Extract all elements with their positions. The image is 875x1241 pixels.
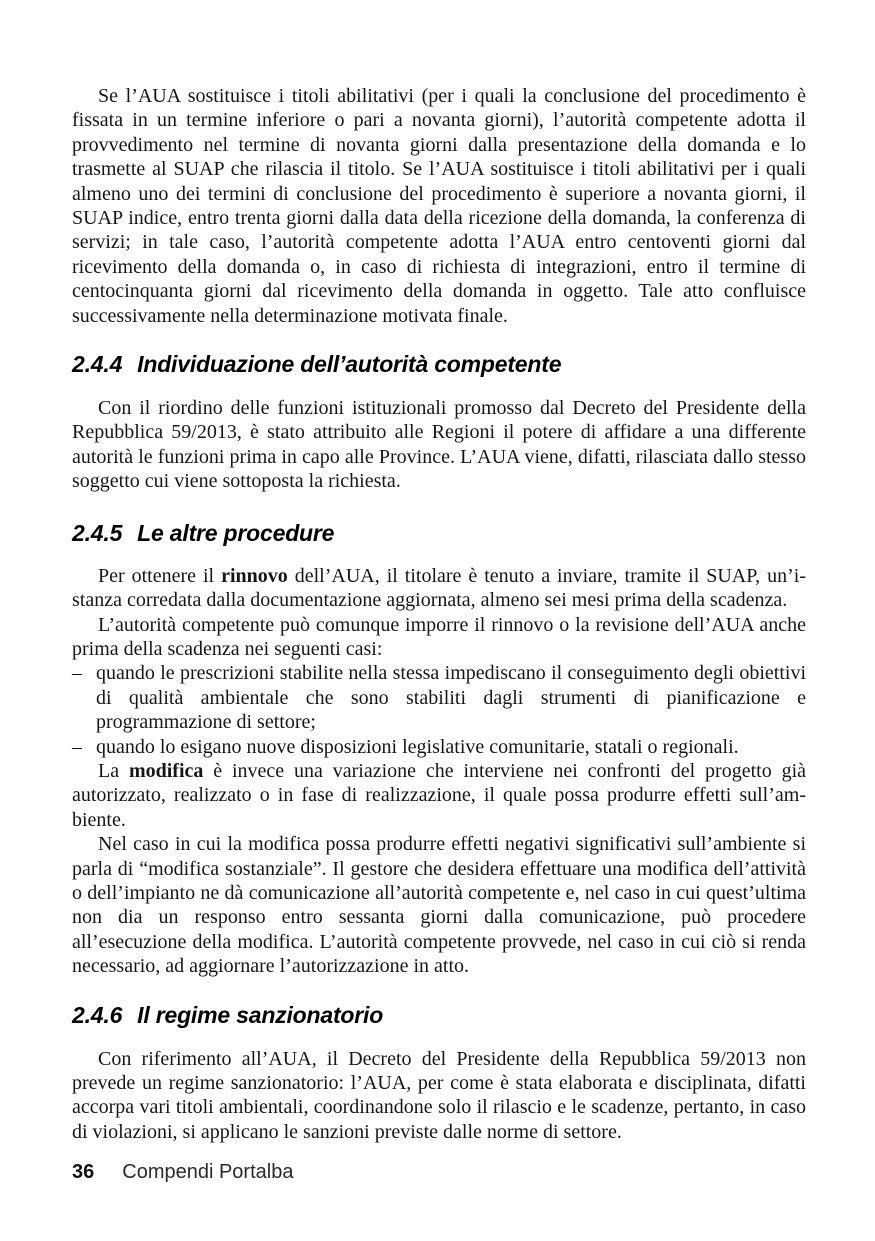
paragraph-revisione-casi: L’autorità competente può comunque imporre il rinnovo o la revisione dell’AUA anche prima della scadenza nei seguenti casi: [72,613,806,660]
section-number: 2.4.5 [72,519,123,546]
page-footer [72,1160,293,1184]
paragraph-aua-sostituisce-titoli: Se l’AUA sostituisce i titoli abilitativi (per i quali la conclusione del procedimento è fissata in un termine inferiore o pari a novanta giorni), l’autorità competente adotta il provvedimento nel termine di novanta giorni dalla presentazione della domanda e lo trasmette al SUAP che rilascia il titolo. Se l’AUA sostituisce i titoli abilitativi per i quali almeno uno dei termini di conclusione del procedimento è superiore a novanta giorni, il SUAP indice, entro trenta giorni dalla data della ricezione della domanda, la conferenza di servizi; in tale caso, l’autorità competente adotta l’AUA entro centoventi giorni dal ricevimento della domanda o, in caso di richiesta di integrazioni, entro il termine di centocinquanta giorni dal ricevimento della domanda in oggetto. Tale atto confluisce successivamente nella determinazione motivata finale. [72,85,806,327]
list-item [72,735,806,759]
section-heading-2-4-5 [72,518,806,548]
list-item-text: quando le prescrizioni stabilite nella stessa impediscano il conseguimento degli obiettivi di qualità ambientale che sono stabiliti dagli strumenti di pianificazione e programmazione di settore; [96,662,806,734]
section-number: 2.4.6 [72,1001,123,1028]
list-item-text: quando lo esigano nuove disposizioni legislative comunitarie, statali o regionali. [96,735,739,758]
paragraph-regime-sanzionatorio: Con riferimento all’AUA, il Decreto del Presidente della Repubblica 59/2013 non prevede un regime sanzionatorio: l’AUA, per come è stata elaborata e disciplinata, difatti accorpa vari titoli ambientali, coordinandone solo il rilascio e le scadenze, pertanto, in caso di violazioni, si applicano le sanzioni previste dalle norme di settore. [72,1047,806,1143]
paragraph-riordino-funzioni: Con il riordino delle funzioni istituzionali promosso dal Decreto del Presidente della Repubblica 59/2013, è stato attribuito alle Regioni il potere di affidare a una differente autorità le funzioni prima in capo alle Province. L’AUA viene, difatti, rilasciata dallo stesso soggetto cui viene sottoposta la richiesta. [72,397,806,493]
dash-marker: – [72,735,82,758]
bold-term-rinnovo: rinnovo [221,564,288,587]
section-heading-2-4-4 [72,349,806,379]
section-title: Individuazione dell’autorità competente [137,351,562,378]
section-heading-2-4-6 [72,1000,806,1030]
paragraph-modifica [72,759,806,832]
paragraph-text: La [98,759,129,782]
bold-term-modifica: modifica [128,759,204,782]
section-number: 2.4.4 [72,351,123,378]
list-item [72,661,806,734]
dash-marker: – [72,662,82,685]
page-body-text [72,84,806,1144]
paragraph-text: dell’AUA, il titolare è tenuto a inviare, tramite il SUAP, un’istanza corredata dalla documentazione aggiornata, almeno sei mesi prima della scadenza. [72,564,806,612]
page-number: 36 [72,1161,95,1183]
book-series-title: Compendi Portalba [122,1161,294,1183]
section-title: Le altre procedure [137,519,335,546]
section-title: Il regime sanzionatorio [137,1001,384,1028]
paragraph-rinnovo [72,564,806,613]
paragraph-text: è invece una variazione che interviene nei confronti del progetto già autorizzato, realizzato o in fase di realizzazione, il quale possa produrre effetti sull’ambiente. [72,759,806,831]
paragraph-text: Per ottenere il [98,564,222,587]
paragraph-modifica-sostanziale: Nel caso in cui la modifica possa produrre effetti negativi significativi sull’ambiente si parla di “modifica sostanziale”. Il gestore che desidera effettuare una modifica dell’attività o dell’impianto ne dà comunicazione all’autorità competente e, nel caso in cui quest’ultima non dia un responso entro sessanta giorni dalla comunicazione, può procedere all’esecuzione della modifica. L’autorità competente provvede, nel caso in cui ciò si renda necessario, ad aggiornare l’autorizzazione in atto. [72,833,806,978]
